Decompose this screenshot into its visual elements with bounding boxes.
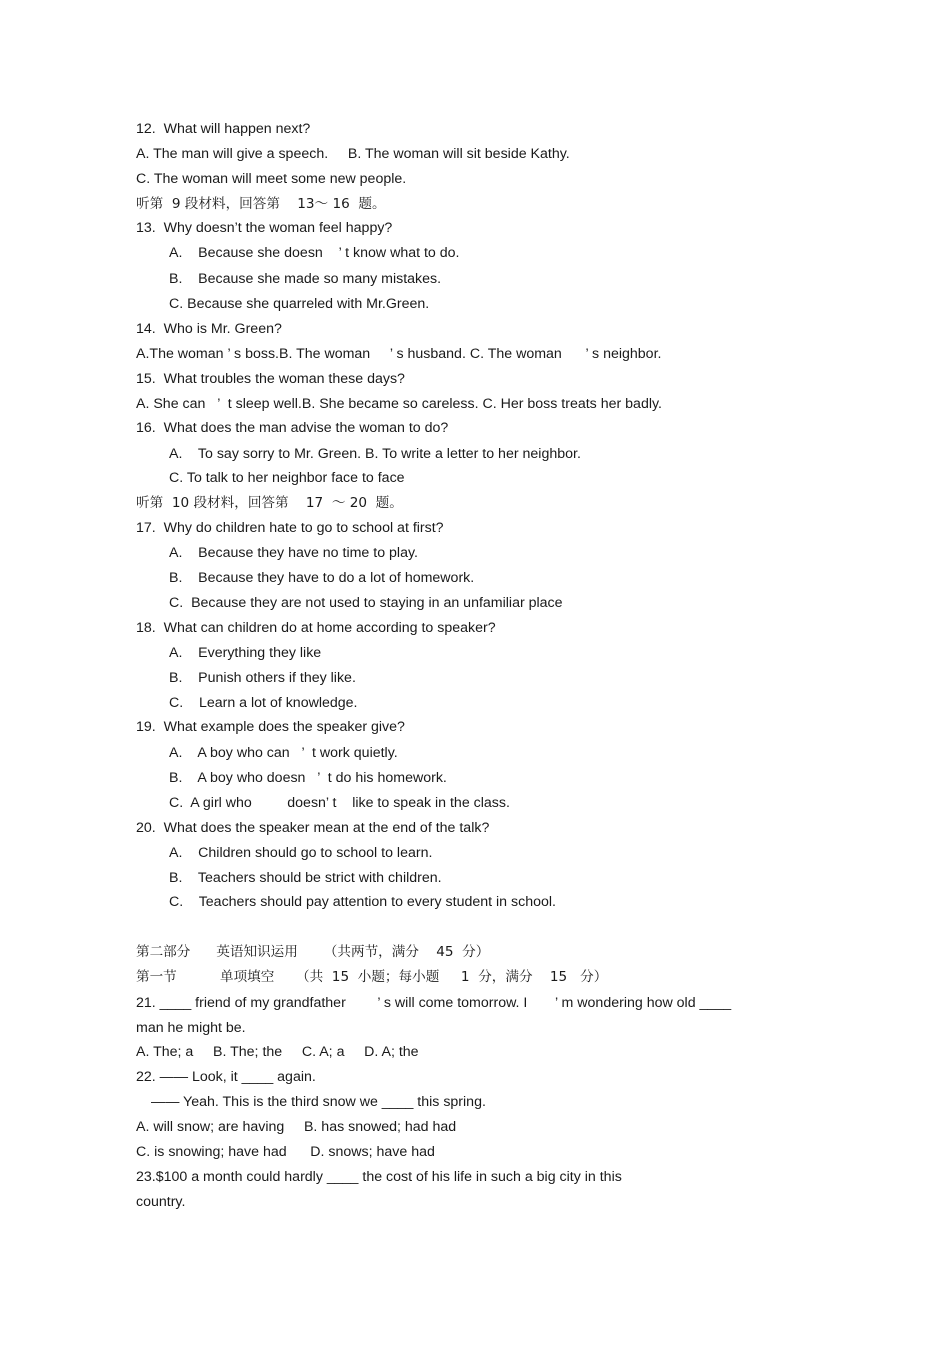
question-16-option-c: C. To talk to her neighbor face to face xyxy=(169,470,405,486)
question-13-option-a: A. Because she doesn ’ t know what to do. xyxy=(169,245,460,261)
section-instruction-10: 听第 10 段材料，回答第 17 ～ 20 题。 xyxy=(136,495,403,511)
question-19-option-b: B. A boy who doesn ’ t do his homework. xyxy=(169,770,447,786)
part-two-heading: 第二部分 英语知识运用 （共两节，满分 45 分） xyxy=(136,944,490,960)
question-17-option-b: B. Because they have to do a lot of homework. xyxy=(169,570,475,586)
question-12-options-ab: A. The man will give a speech. B. The woman will sit beside Kathy. xyxy=(136,146,570,162)
question-23-stem: 23.$100 a month could hardly ____ the cost of his life in such a big city in this xyxy=(136,1169,622,1185)
question-18-stem: 18. What can children do at home according to speaker? xyxy=(136,620,496,636)
question-20-option-a: A. Children should go to school to learn. xyxy=(169,845,433,861)
question-16-stem: 16. What does the man advise the woman to do? xyxy=(136,420,449,436)
question-18-option-c: C. Learn a lot of knowledge. xyxy=(169,695,358,711)
section-one-heading: 第一节 单项填空 （共 15 小题；每小题 1 分，满分 15 分） xyxy=(136,969,608,985)
question-22-reply: —— Yeah. This is the third snow we ____ this spring. xyxy=(151,1094,486,1110)
question-12-stem: 12. What will happen next? xyxy=(136,121,311,137)
question-14-stem: 14. Who is Mr. Green? xyxy=(136,321,282,337)
question-13-option-c: C. Because she quarreled with Mr.Green. xyxy=(169,296,430,312)
question-15-stem: 15. What troubles the woman these days? xyxy=(136,371,405,387)
question-12-option-c: C. The woman will meet some new people. xyxy=(136,171,407,187)
question-22-stem: 22. —— Look, it ____ again. xyxy=(136,1069,316,1085)
question-23-stem-cont: country. xyxy=(136,1194,186,1210)
question-21-stem-cont: man he might be. xyxy=(136,1020,246,1036)
question-17-option-a: A. Because they have no time to play. xyxy=(169,545,418,561)
question-21-stem: 21. ____ friend of my grandfather ’ s will come tomorrow. I ’ m wondering how old ____ xyxy=(136,995,732,1011)
question-17-stem: 17. Why do children hate to go to school at first? xyxy=(136,520,444,536)
question-20-option-b: B. Teachers should be strict with children. xyxy=(169,870,442,886)
question-21-options: A. The; a B. The; the C. A; a D. A; the xyxy=(136,1044,419,1060)
question-19-stem: 19. What example does the speaker give? xyxy=(136,719,405,735)
question-20-stem: 20. What does the speaker mean at the end of the talk? xyxy=(136,820,490,836)
question-20-option-c: C. Teachers should pay attention to every student in school. xyxy=(169,894,556,910)
question-15-options: A. She can ’ t sleep well.B. She became so careless. C. Her boss treats her badly. xyxy=(136,396,662,412)
question-19-option-c: C. A girl who doesn’ t like to speak in the class. xyxy=(169,795,510,811)
question-16-options-ab: A. To say sorry to Mr. Green. B. To write a letter to her neighbor. xyxy=(169,446,581,462)
question-17-option-c: C. Because they are not used to staying in an unfamiliar place xyxy=(169,595,563,611)
question-13-stem: 13. Why doesn’t the woman feel happy? xyxy=(136,220,393,236)
question-18-option-a: A. Everything they like xyxy=(169,645,322,661)
question-22-options-ab: A. will snow; are having B. has snowed; had had xyxy=(136,1119,457,1135)
question-18-option-b: B. Punish others if they like. xyxy=(169,670,356,686)
question-19-option-a: A. A boy who can ’ t work quietly. xyxy=(169,745,398,761)
question-13-option-b: B. Because she made so many mistakes. xyxy=(169,271,442,287)
question-22-options-cd: C. is snowing; have had D. snows; have had xyxy=(136,1144,435,1160)
question-14-options: A.The woman ’ s boss.B. The woman ’ s husband. C. The woman ’ s neighbor. xyxy=(136,346,662,362)
section-instruction-9: 听第 9 段材料，回答第 13～ 16 题。 xyxy=(136,196,386,212)
